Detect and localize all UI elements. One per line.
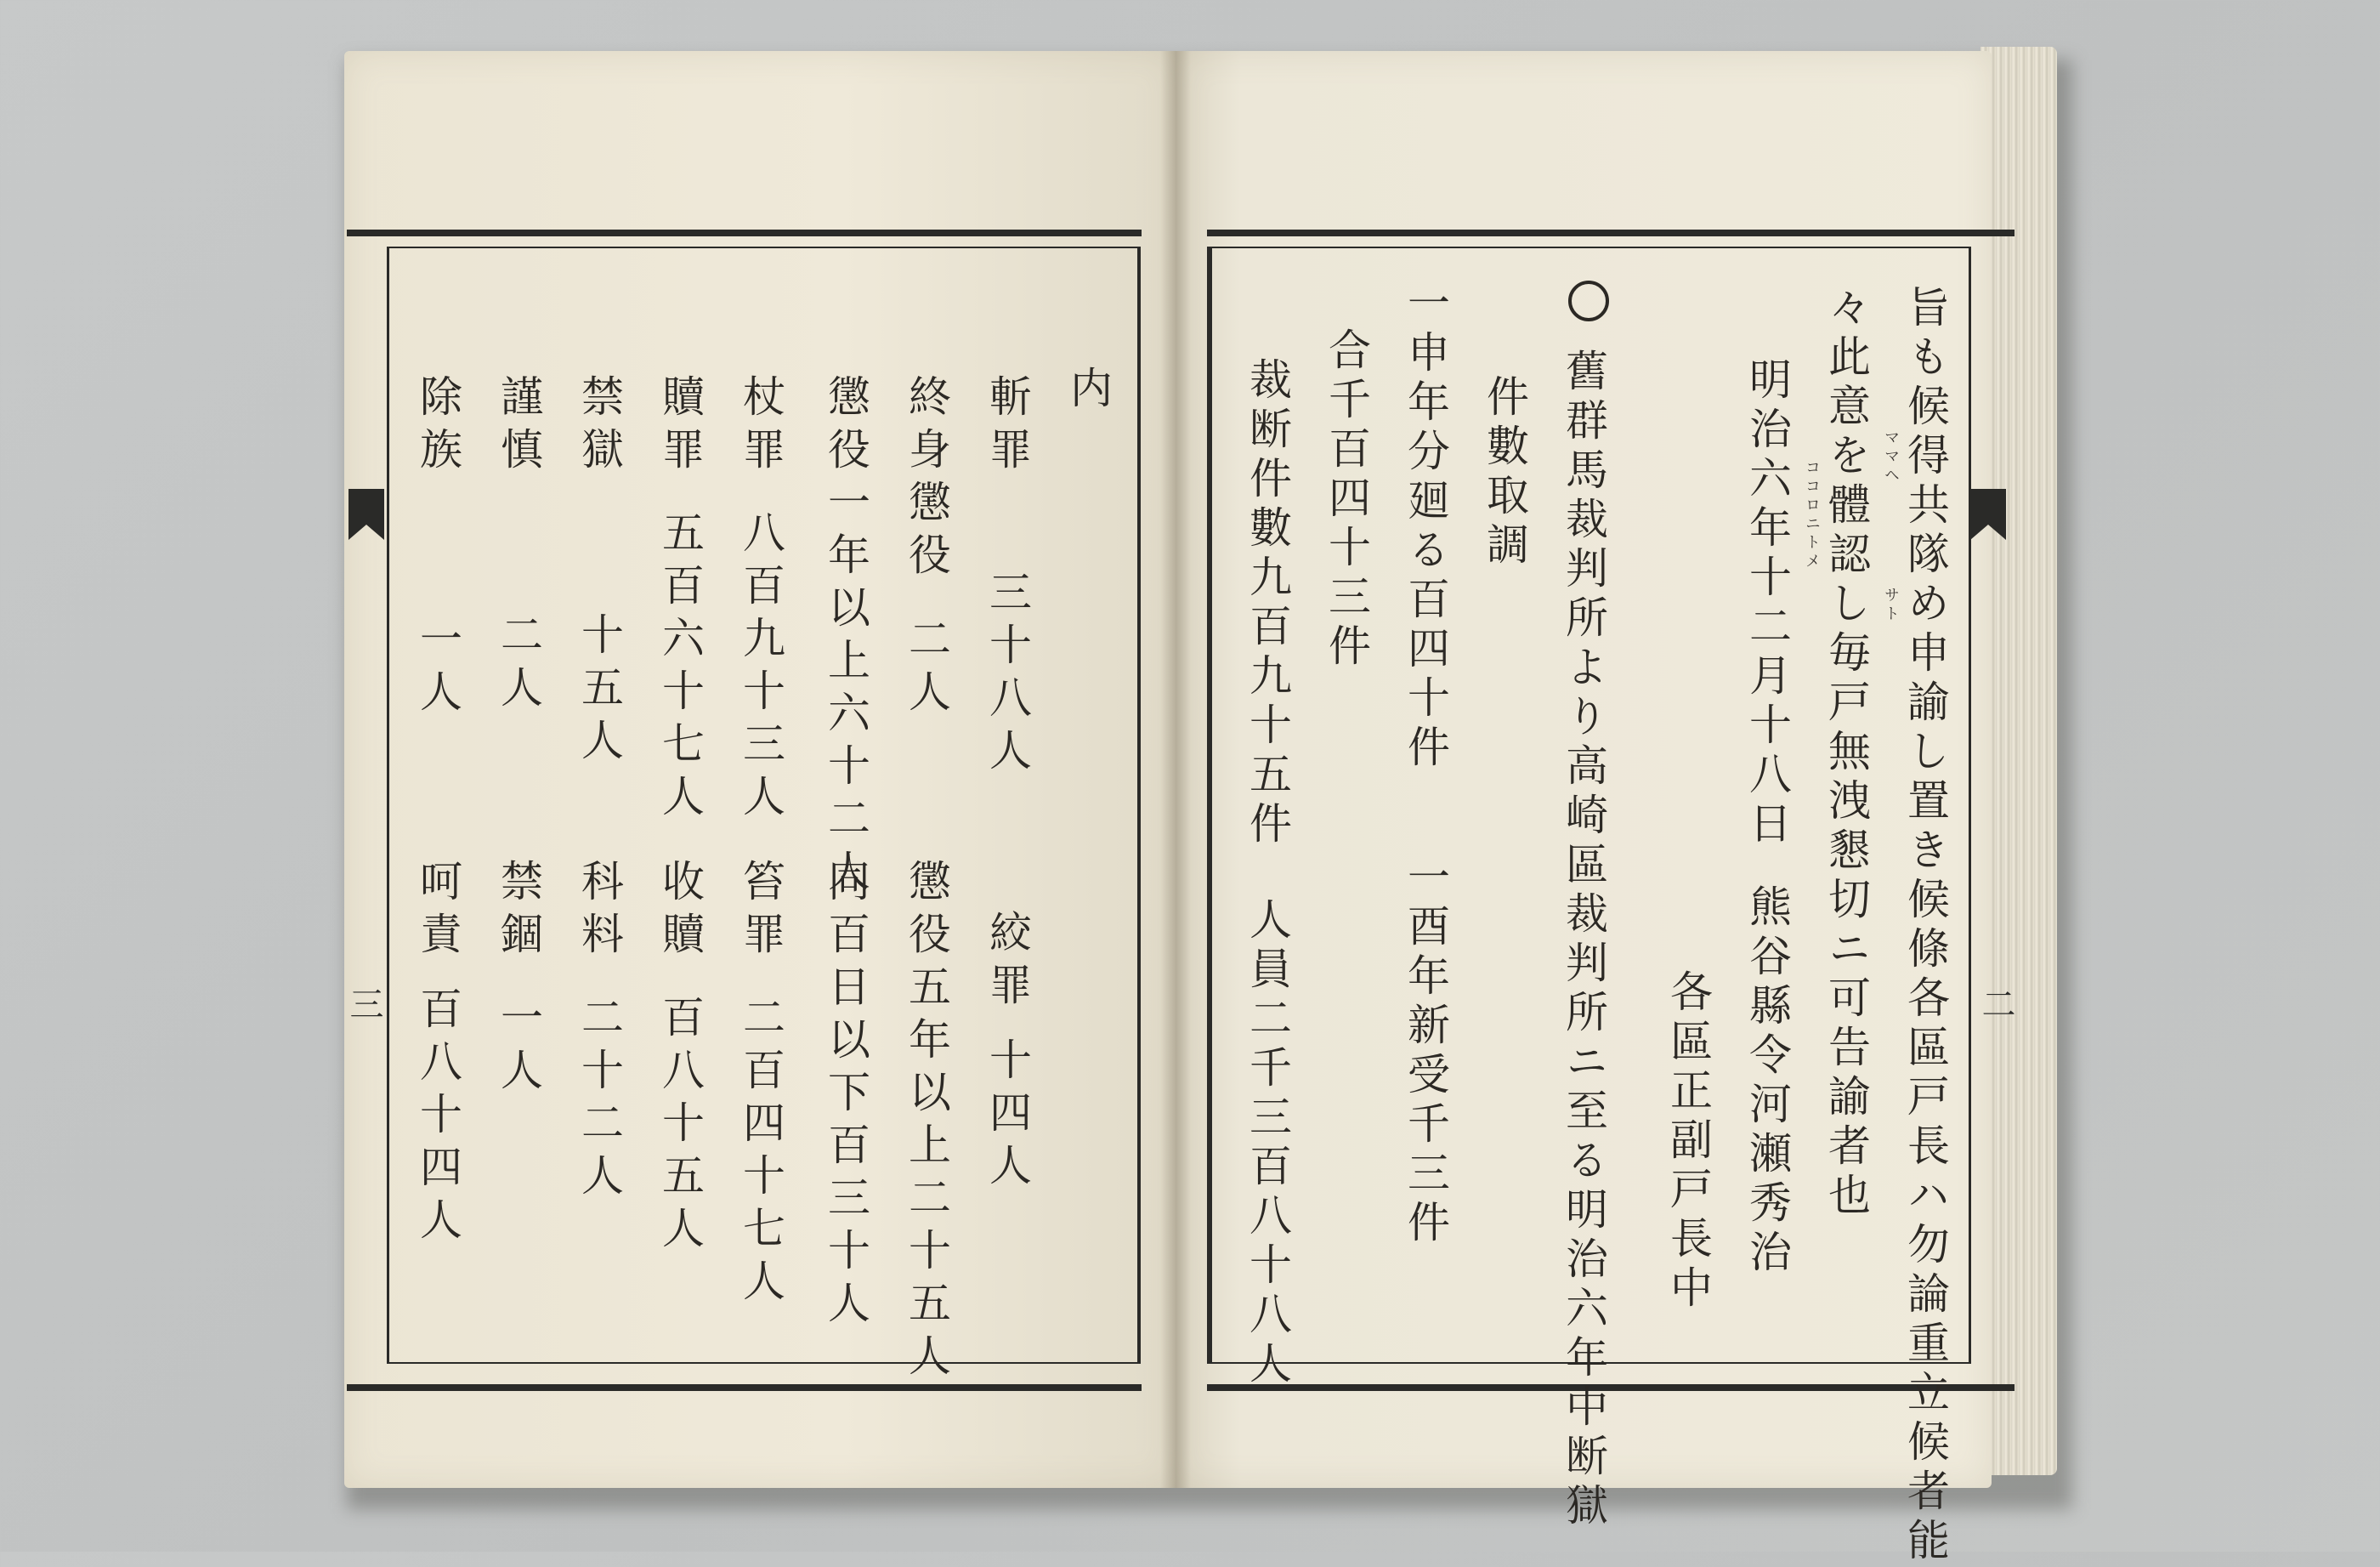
entry-count: 百八十四人 bbox=[413, 986, 462, 1250]
furigana: ママヘ bbox=[1882, 429, 1900, 485]
right-page-number: 二 bbox=[1976, 986, 2015, 1020]
entry-label: 同百日以下百三十人 bbox=[821, 859, 870, 1333]
signature-line: 熊谷縣令河瀬秀治 bbox=[1742, 884, 1792, 1279]
entry-count: 百八十五人 bbox=[655, 995, 705, 1258]
entry-count: 一人 bbox=[494, 995, 543, 1100]
entry-count: 二人 bbox=[902, 616, 951, 722]
text-column: 明治六年十二月十八日 bbox=[1742, 357, 1792, 850]
circle-mark bbox=[1568, 281, 1609, 321]
addressee-line: 各區正副戸長中 bbox=[1663, 969, 1713, 1314]
entry-count: 二人 bbox=[494, 612, 543, 718]
entry-count: 一人 bbox=[413, 616, 462, 722]
entry-count: 五百六十七人 bbox=[655, 510, 705, 826]
entry-label: 禁錮 bbox=[494, 859, 543, 964]
entry-count: 八百九十三人 bbox=[736, 510, 785, 826]
entry-label: 絞罪 bbox=[983, 910, 1032, 1015]
entry-label: 禁獄 bbox=[575, 374, 624, 480]
entry-label: 科料 bbox=[575, 859, 624, 964]
entry-label: 謹慎 bbox=[494, 374, 543, 480]
entry-count: 二百四十七人 bbox=[736, 995, 785, 1311]
entry-label: 懲役五年以上二十五人 bbox=[902, 859, 951, 1386]
tally-line: 一申年分廻る百四十件 bbox=[1401, 281, 1450, 774]
entry-count: 十四人 bbox=[983, 1037, 1032, 1195]
tally-line: 合千百四十三件 bbox=[1322, 327, 1371, 673]
entry-label: 懲役一年以上六十二人 bbox=[821, 374, 870, 901]
entry-label: 終身懲役 bbox=[902, 374, 951, 585]
left-page-number: 三 bbox=[344, 986, 383, 1020]
text-column: 々此意を體認し毎戸無洩懇切ニ可告諭者也 bbox=[1822, 285, 1871, 1222]
furigana: サト bbox=[1882, 587, 1900, 624]
entry-count: 十五人 bbox=[575, 612, 624, 770]
entry-count: 三十八人 bbox=[983, 570, 1032, 781]
entry-label: 杖罪 bbox=[736, 374, 785, 480]
entry-label: 笞罪 bbox=[736, 859, 785, 964]
text-column: 舊群馬裁判所より高崎區裁判所ニ至る明治六年中断獄 bbox=[1559, 349, 1608, 1532]
furigana: ココロニトメ bbox=[1803, 459, 1821, 571]
tally-line: 一酉年新受千三件 bbox=[1401, 854, 1450, 1249]
entry-label: 除族 bbox=[413, 374, 462, 480]
entry-count: 二十二人 bbox=[575, 995, 624, 1206]
left-header: 内 bbox=[1063, 366, 1113, 418]
text-column: 件數取調 bbox=[1480, 374, 1529, 571]
tally-line: 人員二千三百八十八人 bbox=[1243, 897, 1292, 1390]
book-gutter bbox=[1160, 51, 1191, 1488]
entry-label: 斬罪 bbox=[983, 374, 1032, 480]
entry-label: 收贖 bbox=[655, 859, 705, 964]
entry-label: 贖罪 bbox=[655, 374, 705, 480]
tally-line: 裁断件數九百九十五件 bbox=[1243, 357, 1292, 850]
text-column: 旨も候得共隊め申諭し置き候條各區戸長ハ勿論重立候者能 bbox=[1901, 285, 1950, 1567]
entry-label: 呵責 bbox=[413, 859, 462, 964]
